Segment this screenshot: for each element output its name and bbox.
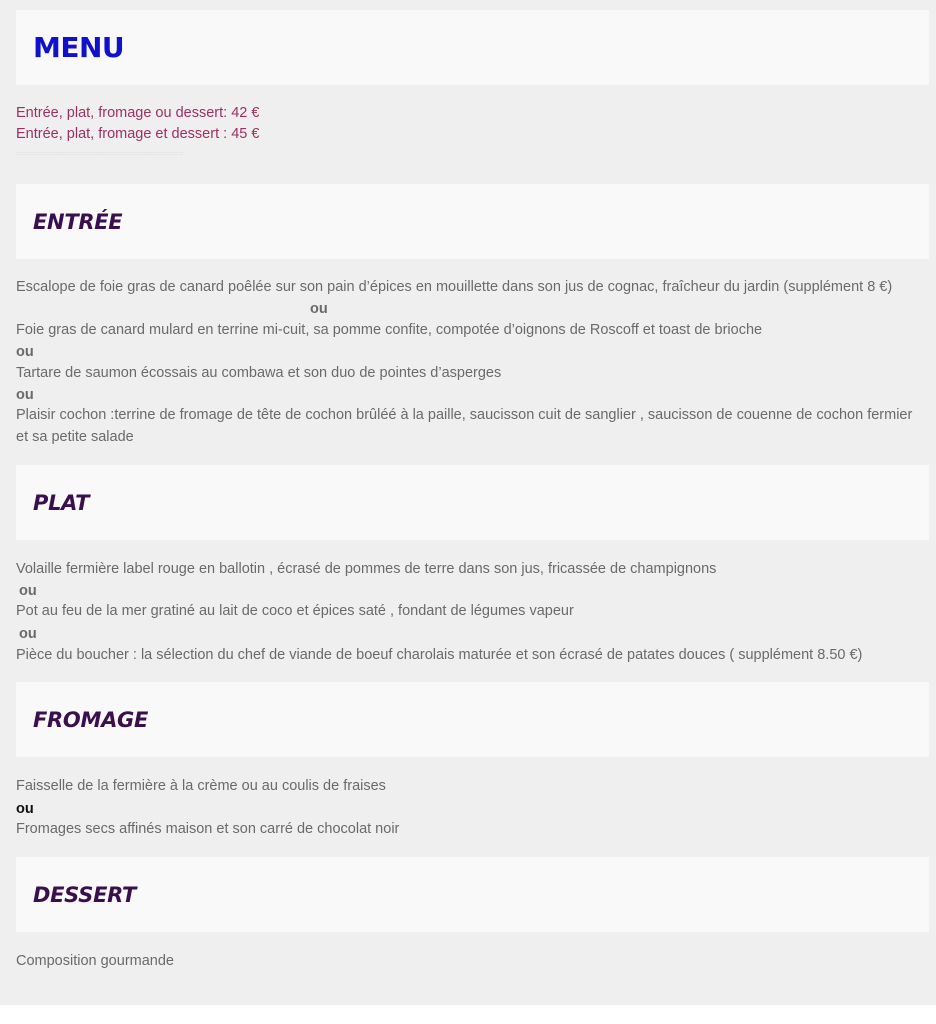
ou-separator: ou xyxy=(16,344,34,360)
entree-item: Tartare de saumon écossais au combawa et son duo de pointes d’asperges xyxy=(16,365,502,381)
ou-separator: ou xyxy=(16,387,34,403)
price-line-1: Entrée, plat, fromage ou dessert: 42 € xyxy=(16,105,260,121)
plat-item: Volaille fermière label rouge en ballotin , écrasé de pommes de terre dans son jus, fricassée de champignons xyxy=(16,561,717,577)
menu-title: MENU xyxy=(33,31,125,64)
dessert-header xyxy=(16,857,929,932)
dessert-item: Composition gourmande xyxy=(16,953,174,969)
separator-line: ====================================== xyxy=(16,150,184,159)
plat-item: Pièce du boucher : la sélection du chef de viande de boeuf charolais maturée et son écrasé de patates douces ( supplément 8.50 €) xyxy=(16,647,863,663)
menu-header xyxy=(16,10,929,85)
dessert-title: DESSERT xyxy=(33,882,137,907)
ou-separator: ou xyxy=(19,583,37,599)
fromage-title: FROMAGE xyxy=(33,707,148,732)
fromage-header xyxy=(16,682,929,757)
fromage-item: Faisselle de la fermière à la crème ou au coulis de fraises xyxy=(16,778,386,794)
plat-header xyxy=(16,465,929,540)
fromage-item: Fromages secs affinés maison et son carré de chocolat noir xyxy=(16,821,400,837)
ou-separator: ou xyxy=(19,626,37,642)
entree-item: Escalope de foie gras de canard poêlée sur son pain d’épices en mouillette dans son jus de cognac, fraîcheur du jardin (supplément 8 €) xyxy=(16,279,893,295)
price-line-2: Entrée, plat, fromage et dessert : 45 € xyxy=(16,126,260,142)
entree-header xyxy=(16,184,929,259)
entree-item: Plaisir cochon :terrine de fromage de tête de cochon brûléé à la paille, saucisson cuit de sanglier , saucisson de couenne de cochon fermier et sa petite salade xyxy=(16,407,913,445)
ou-separator: ou xyxy=(16,801,34,817)
ou-separator: ou xyxy=(310,301,328,317)
plat-item: Pot au feu de la mer gratiné au lait de coco et épices saté , fondant de légumes vapeur xyxy=(16,603,574,619)
entree-title: ENTRÉE xyxy=(33,209,123,234)
entree-item: Foie gras de canard mulard en terrine mi-cuit, sa pomme confite, compotée d’oignons de Roscoff et toast de brioche xyxy=(16,322,763,338)
plat-title: PLAT xyxy=(33,490,90,515)
